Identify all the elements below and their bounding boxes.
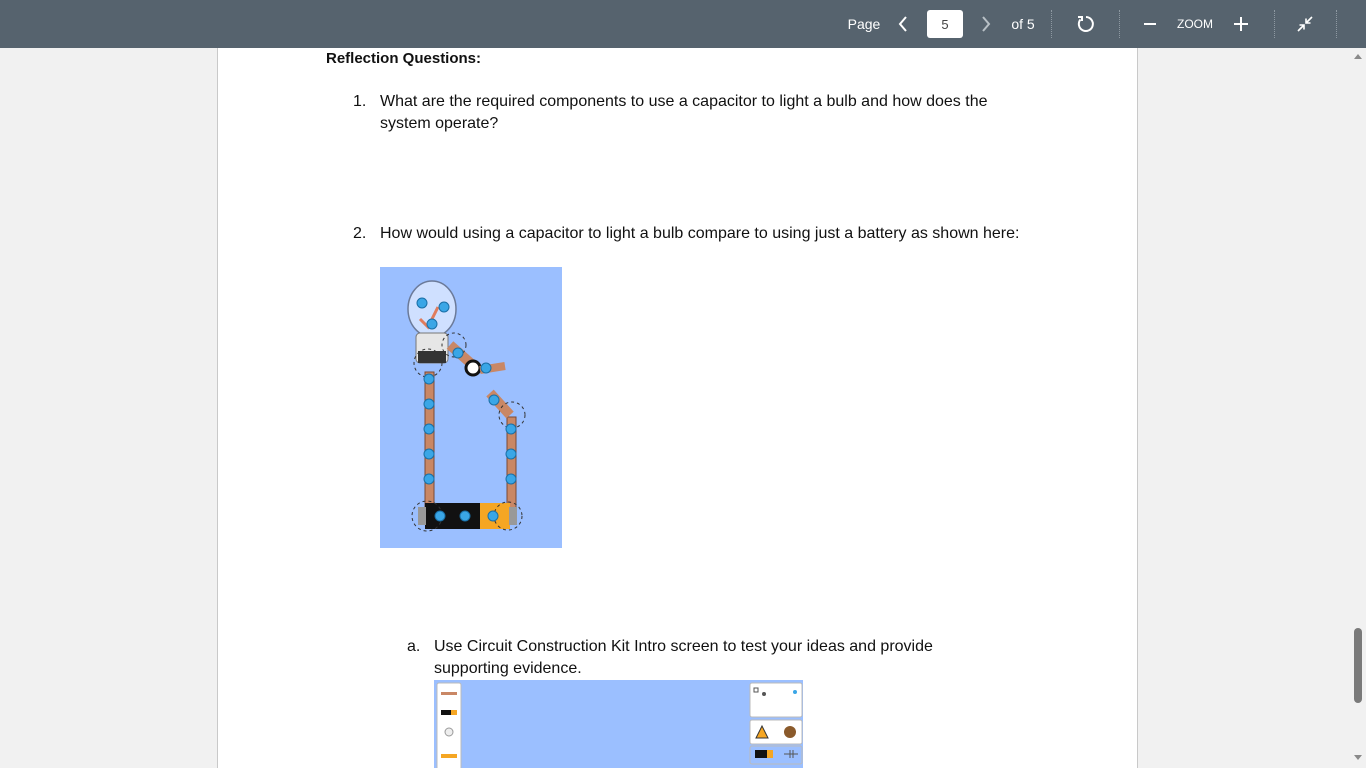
reflection-heading: Reflection Questions:	[326, 50, 482, 67]
minus-icon	[1143, 17, 1157, 31]
scroll-down-icon[interactable]	[1354, 755, 1362, 760]
toolbar-divider	[1274, 10, 1275, 38]
circuit-kit-screenshot	[434, 680, 803, 768]
page-label: Page	[847, 16, 881, 32]
sub-item-text: Use Circuit Construction Kit Intro screen to test your ideas and provide supporting evidence.	[434, 638, 933, 677]
question-number: 2.	[353, 225, 367, 242]
scroll-up-icon[interactable]	[1354, 54, 1362, 59]
scroll-thumb[interactable]	[1354, 628, 1362, 703]
page-number-input[interactable]	[927, 10, 963, 38]
rotate-icon	[1076, 14, 1096, 34]
zoom-in-button[interactable]	[1231, 0, 1251, 48]
toolbar-divider	[1336, 10, 1337, 38]
sub-item-letter: a.	[407, 638, 421, 655]
zoom-label: ZOOM	[1177, 17, 1213, 31]
previous-page-button[interactable]	[893, 0, 913, 48]
question-number: 1.	[353, 93, 367, 110]
circuit-illustration	[380, 267, 562, 548]
battery-circuit-image	[380, 267, 562, 548]
total-pages-label: of 5	[1011, 16, 1035, 32]
exit-fullscreen-button[interactable]	[1293, 0, 1317, 48]
next-page-button[interactable]	[976, 0, 996, 48]
question-text: What are the required components to use a capacitor to light a bulb and how does the system operate?	[380, 93, 988, 132]
collapse-icon	[1296, 15, 1314, 33]
toolbar-divider	[1051, 10, 1052, 38]
plus-icon	[1233, 16, 1249, 32]
chevron-right-icon	[980, 16, 992, 32]
circuit-kit-thumbnail	[434, 680, 803, 768]
zoom-out-button[interactable]	[1140, 0, 1160, 48]
rotate-button[interactable]	[1074, 0, 1098, 48]
vertical-scrollbar[interactable]	[1350, 48, 1366, 768]
question-text: How would using a capacitor to light a bulb compare to using just a battery as shown here:	[380, 225, 1020, 242]
toolbar-divider	[1119, 10, 1120, 38]
chevron-left-icon	[897, 16, 909, 32]
document-page	[217, 48, 1138, 768]
viewer-toolbar	[0, 0, 1366, 48]
